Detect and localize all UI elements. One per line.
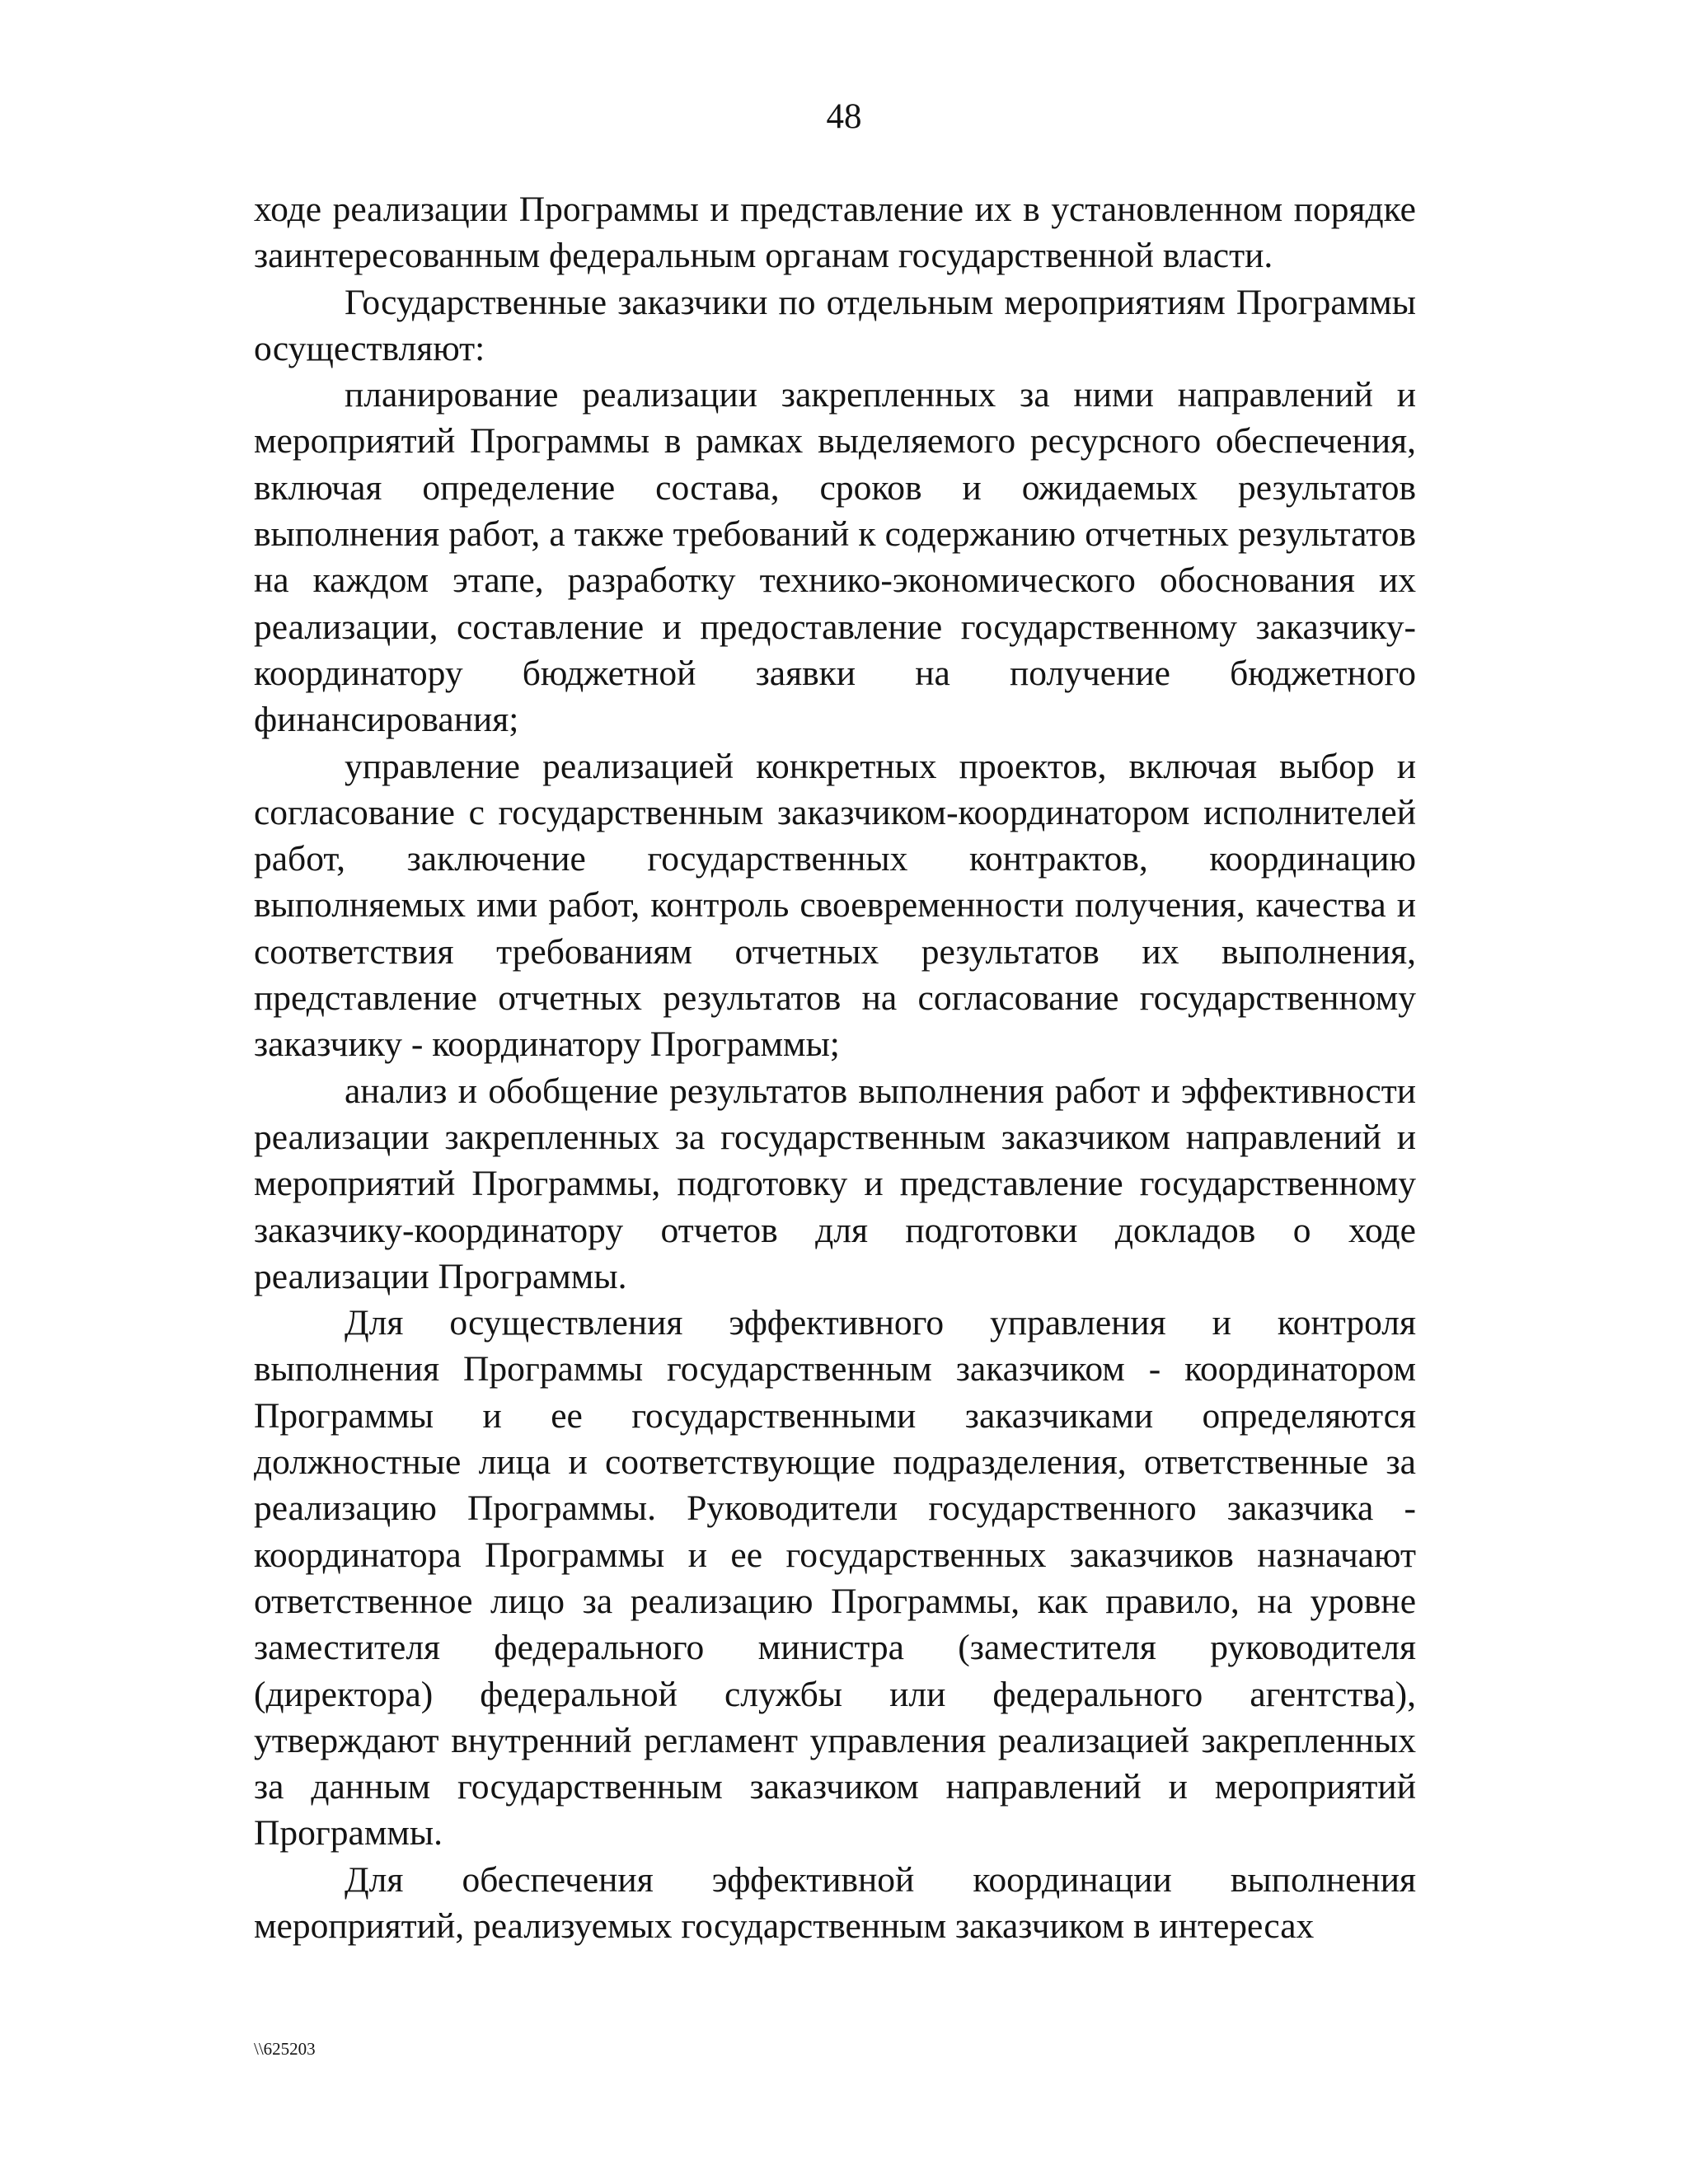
document-code: \\625203: [254, 2039, 316, 2059]
paragraph-planning: планирование реализации закрепленных за ними направлений и мероприятий Программы в рамках выделяемого ресурсного обеспечения, включая определение состава, сроков и ожидаемых результатов выполнения работ, а также требований к содержанию отчетных результатов на каждом этапе, разработку технико-экономического обоснования их реализации, составление и предоставление государственному заказчику-координатору бюджетной заявки на получение бюджетного финансирования;: [254, 375, 1416, 740]
paragraph-state-customers-duties: Государственные заказчики по отдельным мероприятиям Программы осуществляют:: [254, 282, 1416, 368]
paragraph-analysis: анализ и обобщение результатов выполнения работ и эффективности реализации закрепленных за государственным заказчиком направлений и мероприятий Программы, подготовку и представление государственному заказчику-координатору отчетов для подготовки докладов о ходе реализации Программы.: [254, 1071, 1416, 1296]
paragraph-continuation: ходе реализации Программы и представление их в установленном порядке заинтересованным федеральным органам государственной власти.: [254, 190, 1416, 276]
paragraph-responsible-officials: Для осуществления эффективного управления и контроля выполнения Программы государственным заказчиком - координатором Программы и ее государственными заказчиками определяются должностные лица и соответствующие подразделения, ответственные за реализацию Программы. Руководители государственного заказчика - координатора Программы и ее государственных заказчиков назначают ответственное лицо за реализацию Программы, как правило, на уровне заместителя федерального министра (заместителя руководителя (директора) федеральной службы или федерального агентства), утверждают внутренний регламент управления реализацией закрепленных за данным государственным заказчиком направлений и мероприятий Программы.: [254, 1303, 1416, 1854]
document-body: [254, 186, 1416, 1949]
page-number: 48: [826, 97, 862, 136]
paragraph-coordination: Для обеспечения эффективной координации выполнения мероприятий, реализуемых государственным заказчиком в интересах: [254, 1859, 1416, 1946]
paragraph-project-management: управление реализацией конкретных проектов, включая выбор и согласование с государственным заказчиком-координатором исполнителей работ, заключение государственных контрактов, координацию выполняемых ими работ, контроль своевременности получения, качества и соответствия требованиям отчетных результатов их выполнения, представление отчетных результатов на согласование государственному заказчику - координатору Программы;: [254, 746, 1416, 1065]
